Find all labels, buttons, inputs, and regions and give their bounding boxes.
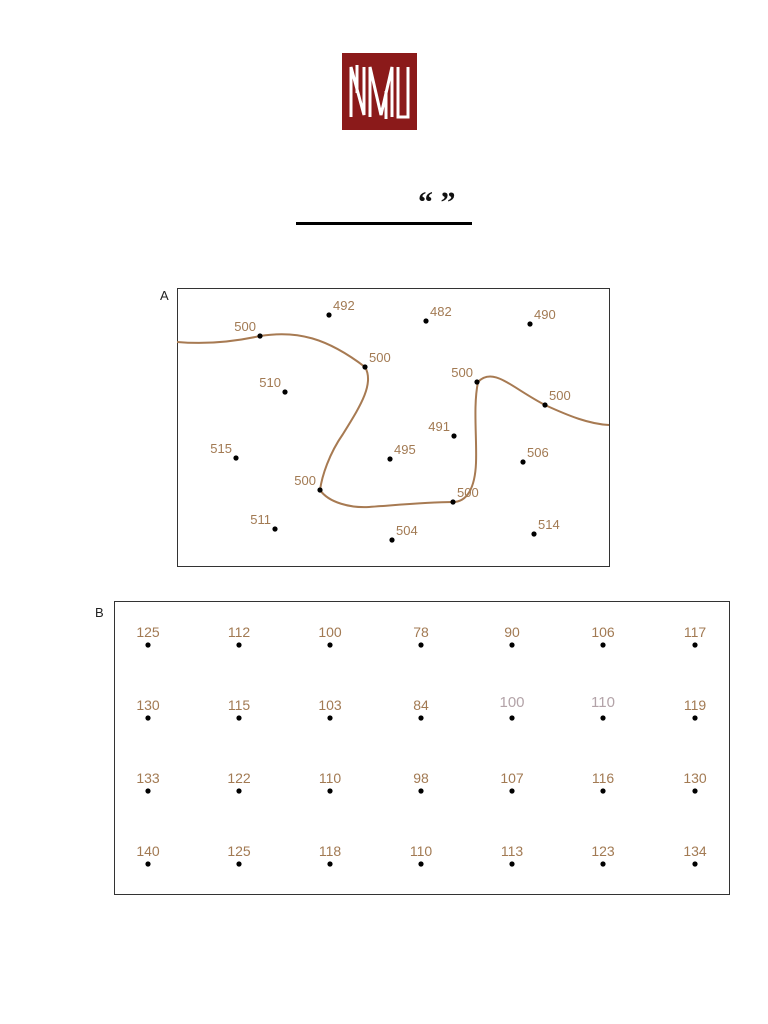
sample-point-label: 506 xyxy=(527,445,549,460)
grid-point-dot xyxy=(145,642,150,647)
grid-point-label: 116 xyxy=(591,770,615,786)
grid-point-label: 84 xyxy=(413,697,429,713)
sample-point-label: 515 xyxy=(210,441,232,456)
sample-point-dot xyxy=(527,321,532,326)
grid-point-dot xyxy=(600,788,605,793)
grid-point-label: 90 xyxy=(504,624,520,640)
grid-point-label: 78 xyxy=(413,624,429,640)
sample-point-dot xyxy=(317,487,322,492)
sample-point-dot xyxy=(451,433,456,438)
sample-point-label: 482 xyxy=(430,304,452,319)
panel-a-label: A xyxy=(160,288,169,303)
grid-point-label: 130 xyxy=(136,697,160,713)
sample-point-label: 500 xyxy=(549,388,571,403)
sample-point-dot xyxy=(282,389,287,394)
grid-point-label: 110 xyxy=(409,843,433,859)
grid-point-dot xyxy=(418,788,423,793)
sample-point-label: 500 xyxy=(234,319,256,334)
sample-point-label: 491 xyxy=(428,419,450,434)
sample-point-label: 490 xyxy=(534,307,556,322)
grid-point-label: 130 xyxy=(683,770,707,786)
grid-point-label: 98 xyxy=(413,770,429,786)
grid-point-label: 110 xyxy=(591,694,615,711)
grid-point-dot xyxy=(418,715,423,720)
sample-point-dot xyxy=(387,456,392,461)
grid-point-dot xyxy=(600,715,605,720)
grid-point-dot xyxy=(236,642,241,647)
grid-point-dot xyxy=(509,861,514,866)
grid-point-dot xyxy=(145,715,150,720)
sample-point-label: 500 xyxy=(457,485,479,500)
grid-point-label: 140 xyxy=(136,843,160,859)
grid-point-label: 133 xyxy=(136,770,160,786)
panel-a-contour-map xyxy=(177,288,610,567)
sample-point-label: 504 xyxy=(396,523,418,538)
grid-point-label: 117 xyxy=(683,624,707,640)
sample-point-dot xyxy=(520,459,525,464)
sample-point-dot xyxy=(474,379,479,384)
sample-point-dot xyxy=(233,455,238,460)
mu-monogram-logo-icon xyxy=(342,53,417,130)
page-title: “ ” xyxy=(418,186,456,219)
sample-point-label: 510 xyxy=(259,375,281,390)
sample-point-dot xyxy=(257,333,262,338)
grid-point-dot xyxy=(600,861,605,866)
sample-point-label: 500 xyxy=(451,365,473,380)
grid-point-dot xyxy=(327,642,332,647)
grid-point-label: 100 xyxy=(499,694,525,711)
grid-point-dot xyxy=(692,715,697,720)
grid-point-dot xyxy=(509,788,514,793)
grid-point-dot xyxy=(145,861,150,866)
grid-point-dot xyxy=(692,861,697,866)
sample-point-dot xyxy=(326,312,331,317)
sample-point-dot xyxy=(272,526,277,531)
grid-point-dot xyxy=(692,788,697,793)
grid-point-label: 134 xyxy=(683,843,707,859)
grid-point-dot xyxy=(236,715,241,720)
grid-point-dot xyxy=(600,642,605,647)
grid-point-dot xyxy=(327,788,332,793)
panel-b-label: B xyxy=(95,605,104,620)
grid-point-dot xyxy=(327,715,332,720)
grid-point-dot xyxy=(236,788,241,793)
grid-point-label: 110 xyxy=(318,770,342,786)
grid-point-dot xyxy=(418,642,423,647)
grid-point-label: 125 xyxy=(227,843,251,859)
sample-point-dot xyxy=(423,318,428,323)
grid-point-label: 100 xyxy=(318,624,342,640)
grid-point-label: 113 xyxy=(500,843,524,859)
sample-point-label: 492 xyxy=(333,298,355,313)
grid-point-dot xyxy=(692,642,697,647)
sample-point-label: 500 xyxy=(369,350,391,365)
grid-point-label: 123 xyxy=(591,843,615,859)
sample-point-label: 495 xyxy=(394,442,416,457)
grid-point-label: 115 xyxy=(227,697,251,713)
title-underline xyxy=(296,222,472,225)
grid-point-label: 119 xyxy=(683,697,707,713)
panel-b-grid-map xyxy=(114,601,730,895)
grid-point-label: 107 xyxy=(500,770,524,786)
grid-point-label: 125 xyxy=(136,624,160,640)
grid-point-dot xyxy=(509,715,514,720)
grid-point-label: 122 xyxy=(227,770,251,786)
grid-point-dot xyxy=(145,788,150,793)
grid-point-dot xyxy=(418,861,423,866)
sample-point-dot xyxy=(389,537,394,542)
sample-point-label: 500 xyxy=(294,473,316,488)
sample-point-label: 511 xyxy=(250,512,271,527)
grid-point-label: 118 xyxy=(318,843,342,859)
sample-point-dot xyxy=(542,402,547,407)
sample-point-dot xyxy=(362,364,367,369)
grid-point-dot xyxy=(509,642,514,647)
grid-point-label: 112 xyxy=(227,624,251,640)
sample-point-dot xyxy=(531,531,536,536)
sample-point-dot xyxy=(450,499,455,504)
grid-point-dot xyxy=(236,861,241,866)
grid-point-label: 106 xyxy=(591,624,615,640)
sample-point-label: 514 xyxy=(538,517,560,532)
grid-point-dot xyxy=(327,861,332,866)
grid-point-label: 103 xyxy=(318,697,342,713)
